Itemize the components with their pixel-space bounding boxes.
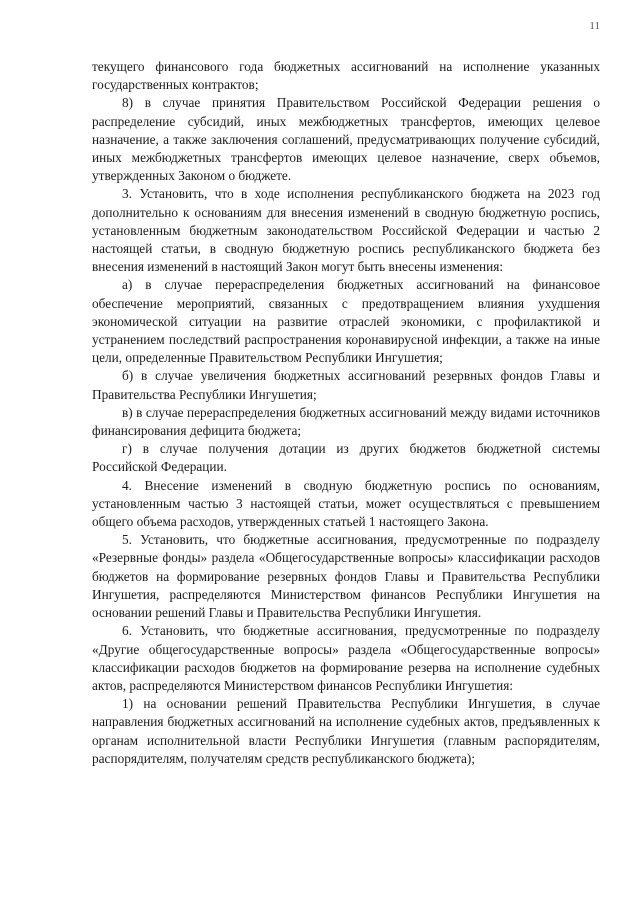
paragraph: 4. Внесение изменений в сводную бюджетную роспись по основаниям, установленным частью 3 настоящей статьи, может осуществляться с превышением общего объема расходов, утвержденных статьей 1 настоящего Закона. [92, 477, 600, 530]
paragraph: в) в случае перераспределения бюджетных ассигнований между видами источников финансирования дефицита бюджета; [92, 404, 600, 439]
page-number: 11 [589, 20, 600, 32]
paragraph: 5. Установить, что бюджетные ассигнования, предусмотренные по подразделу «Резервные фонды» раздела «Общегосударственные вопросы» классификации расходов бюджетов на формирование резервных фондов Главы и Правительства Республики Ингушетия, распределяются Министерством финансов Республики Ингушетия на основании решений Главы и Правительства Республики Ингушетия. [92, 532, 600, 621]
document-body [92, 58, 600, 768]
paragraph: а) в случае перераспределения бюджетных ассигнований на финансовое обеспечение мероприятий, связанных с предотвращением влияния ухудшения экономической ситуации на развитие отраслей экономики, с профилактикой и устранением последствий распространения коронавирусной инфекции, а также на иные цели, определенные Правительством Республики Ингушетия; [92, 277, 600, 366]
paragraph: б) в случае увеличения бюджетных ассигнований резервных фондов Главы и Правительства Республики Ингушетия; [92, 368, 600, 402]
paragraph: 1) на основании решений Правительства Республики Ингушетия, в случае направления бюджетных ассигнований на исполнение судебных актов, предъявленных к органам исполнительной власти Республики Ингушетия (главным распорядителям, распорядителям, получателям средств республиканского бюджета); [92, 696, 600, 766]
paragraph: г) в случае получения дотации из других бюджетов бюджетной системы Российской Федерации. [92, 441, 600, 475]
paragraph: 8) в случае принятия Правительством Российской Федерации решения о распределение субсидий, иных межбюджетных трансфертов, имеющих целевое назначение, а также заключения соглашений, предусматривающих получение субсидий, иных межбюджетных трансфертов имеющих целевое назначение, сверх объемов, утвержденных Законом о бюджете. [92, 95, 600, 184]
paragraph: 3. Установить, что в ходе исполнения республиканского бюджета на 2023 год дополнительно к основаниям для внесения изменений в сводную бюджетную роспись, установленным бюджетным законодательством Российской Федерации и частью 2 настоящей статьи, в сводную бюджетную роспись республиканского бюджета без внесения изменений в настоящий Закон могут быть внесены изменения: [92, 186, 600, 275]
paragraph: 6. Установить, что бюджетные ассигнования, предусмотренные по подразделу «Другие общегосударственные вопросы» раздела «Общегосударственные вопросы» классификации расходов бюджетов на формирование резерва на исполнение судебных актов, распределяются Министерством финансов Республики Ингушетия: [92, 623, 600, 693]
paragraph: текущего финансового года бюджетных ассигнований на исполнение указанных государственных контрактов; [92, 59, 600, 93]
